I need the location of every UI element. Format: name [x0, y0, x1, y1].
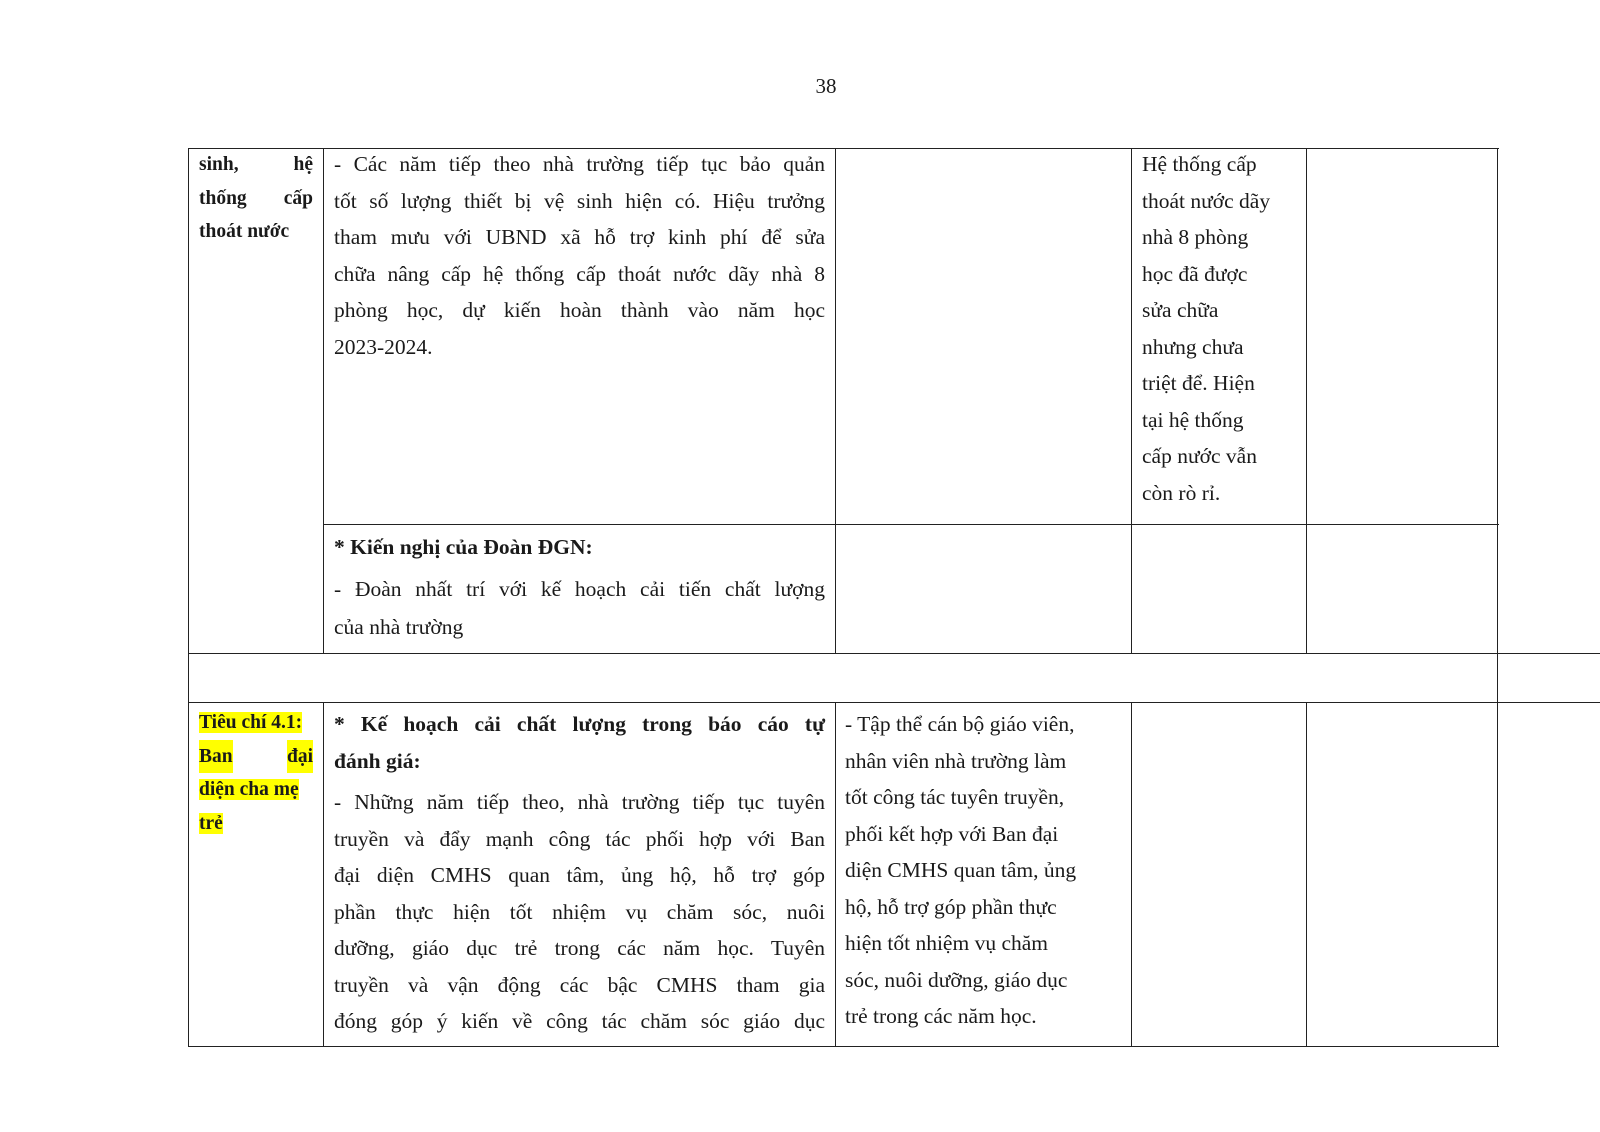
status-line: nhà 8 phòng: [1142, 225, 1249, 249]
row1-plan-cell: [334, 146, 825, 365]
col2-divider: [835, 702, 836, 1047]
plan-line: đóng góp ý kiến về công tác chăm sóc giáo dục: [334, 1009, 825, 1033]
row2-bottom-border: [188, 653, 1600, 654]
criterion-word: trẻ: [199, 812, 223, 834]
table-border-right: [1497, 148, 1498, 1047]
criterion-line: [199, 182, 313, 216]
col4-divider: [1306, 148, 1307, 654]
plan-line: truyền và đẩy mạnh công tác phối hợp với Ban: [334, 826, 825, 851]
plan-line: tham mưu với UBND xã hỗ trợ kinh phí để sửa: [334, 225, 825, 249]
row1-criterion-cell: [199, 148, 313, 249]
plan-line: 2023-2024.: [334, 334, 433, 359]
criterion-line: thoát nước: [199, 221, 290, 242]
criterion-line: [199, 740, 313, 774]
criterion-word: cấp: [283, 187, 313, 209]
plan-line: - Những năm tiếp theo, nhà trường tiếp tục tuyên: [334, 790, 825, 814]
criterion-word: diện cha mẹ: [199, 779, 299, 800]
criterion-word: đại: [287, 740, 313, 774]
status-line: sửa chữa: [1142, 298, 1219, 322]
col3-divider: [1131, 148, 1132, 654]
table-border-left: [188, 148, 189, 1047]
plan-line: dưỡng, giáo dục trẻ trong các năm học. Tuyên: [334, 936, 825, 960]
result-line: sóc, nuôi dưỡng, giáo dục: [845, 967, 1068, 992]
row1-bottom-border: [323, 524, 1499, 525]
result-line: tốt công tác tuyên truyền,: [845, 785, 1065, 809]
status-line: cấp nước vẫn: [1142, 444, 1257, 468]
status-line: tại hệ thống: [1142, 407, 1244, 432]
plan-line: tốt số lượng thiết bị vệ sinh hiện có. Hiệu trưởng: [334, 188, 825, 213]
plan-line: phòng học, dự kiến hoàn thành vào năm học: [334, 298, 825, 322]
plan-heading-line: đánh giá:: [334, 748, 421, 773]
row1-status-cell: [1142, 146, 1302, 511]
result-line: hiện tốt nhiệm vụ chăm: [845, 931, 1049, 955]
criterion-title: Tiêu chí 4.1:: [199, 712, 303, 733]
plan-line: đại diện CMHS quan tâm, ủng hộ, hỗ trợ góp: [334, 863, 825, 887]
page-number: 38: [815, 74, 837, 98]
status-line: thoát nước dãy: [1142, 188, 1271, 213]
criterion-line: [199, 807, 313, 841]
criterion-word: thống: [199, 187, 247, 209]
criterion-line: [199, 148, 313, 182]
result-line: - Tập thể cán bộ giáo viên,: [845, 712, 1075, 736]
col1-divider: [323, 702, 324, 1047]
status-line: học đã được: [1142, 261, 1248, 286]
criterion-word: sinh,: [199, 154, 239, 175]
table-border-bottom: [188, 1046, 1499, 1047]
col3-divider: [1131, 702, 1132, 1047]
plan-line: - Các năm tiếp theo nhà trường tiếp tục bảo quản: [334, 152, 825, 176]
row4-criterion-cell: [199, 706, 313, 840]
col2-divider: [835, 148, 836, 654]
result-line: trẻ trong các năm học.: [845, 1004, 1037, 1028]
status-line: triệt để. Hiện: [1142, 371, 1255, 395]
plan-heading-line: * Kế hoạch cải chất lượng trong báo cáo tự: [334, 712, 825, 736]
row3-bottom-border: [188, 702, 1600, 703]
criterion-word: hệ: [293, 154, 313, 175]
recommendation-heading: * Kiến nghị của Đoàn ĐGN:: [334, 535, 593, 559]
col4-divider: [1306, 702, 1307, 1047]
result-line: phối kết hợp với Ban đại: [845, 821, 1059, 846]
result-line: nhân viên nhà trường làm: [845, 748, 1067, 773]
plan-line: chữa nâng cấp hệ thống cấp thoát nước dãy nhà 8: [334, 261, 825, 286]
result-line: diện CMHS quan tâm, ủng: [845, 858, 1077, 882]
recommendation-line: - Đoàn nhất trí với kế hoạch cải tiến chất lượng: [334, 577, 825, 601]
recommendation-line: của nhà trường: [334, 615, 464, 639]
criterion-line: [199, 773, 313, 807]
criterion-word: Ban: [199, 740, 233, 774]
plan-line: phần thực hiện tốt nhiệm vụ chăm sóc, nuôi: [334, 899, 825, 924]
row4-plan-cell: [334, 706, 825, 1040]
col1-divider: [323, 148, 324, 654]
status-line: còn rò rỉ.: [1142, 480, 1221, 505]
criterion-line: [199, 706, 313, 740]
row2-recommendation-cell: [334, 528, 825, 646]
plan-line: truyền và vận động các bậc CMHS tham gia: [334, 972, 825, 997]
status-line: Hệ thống cấp: [1142, 152, 1257, 176]
row4-result-cell: [845, 706, 1127, 1035]
result-line: hộ, hỗ trợ góp phần thực: [845, 894, 1057, 919]
status-line: nhưng chưa: [1142, 334, 1244, 359]
